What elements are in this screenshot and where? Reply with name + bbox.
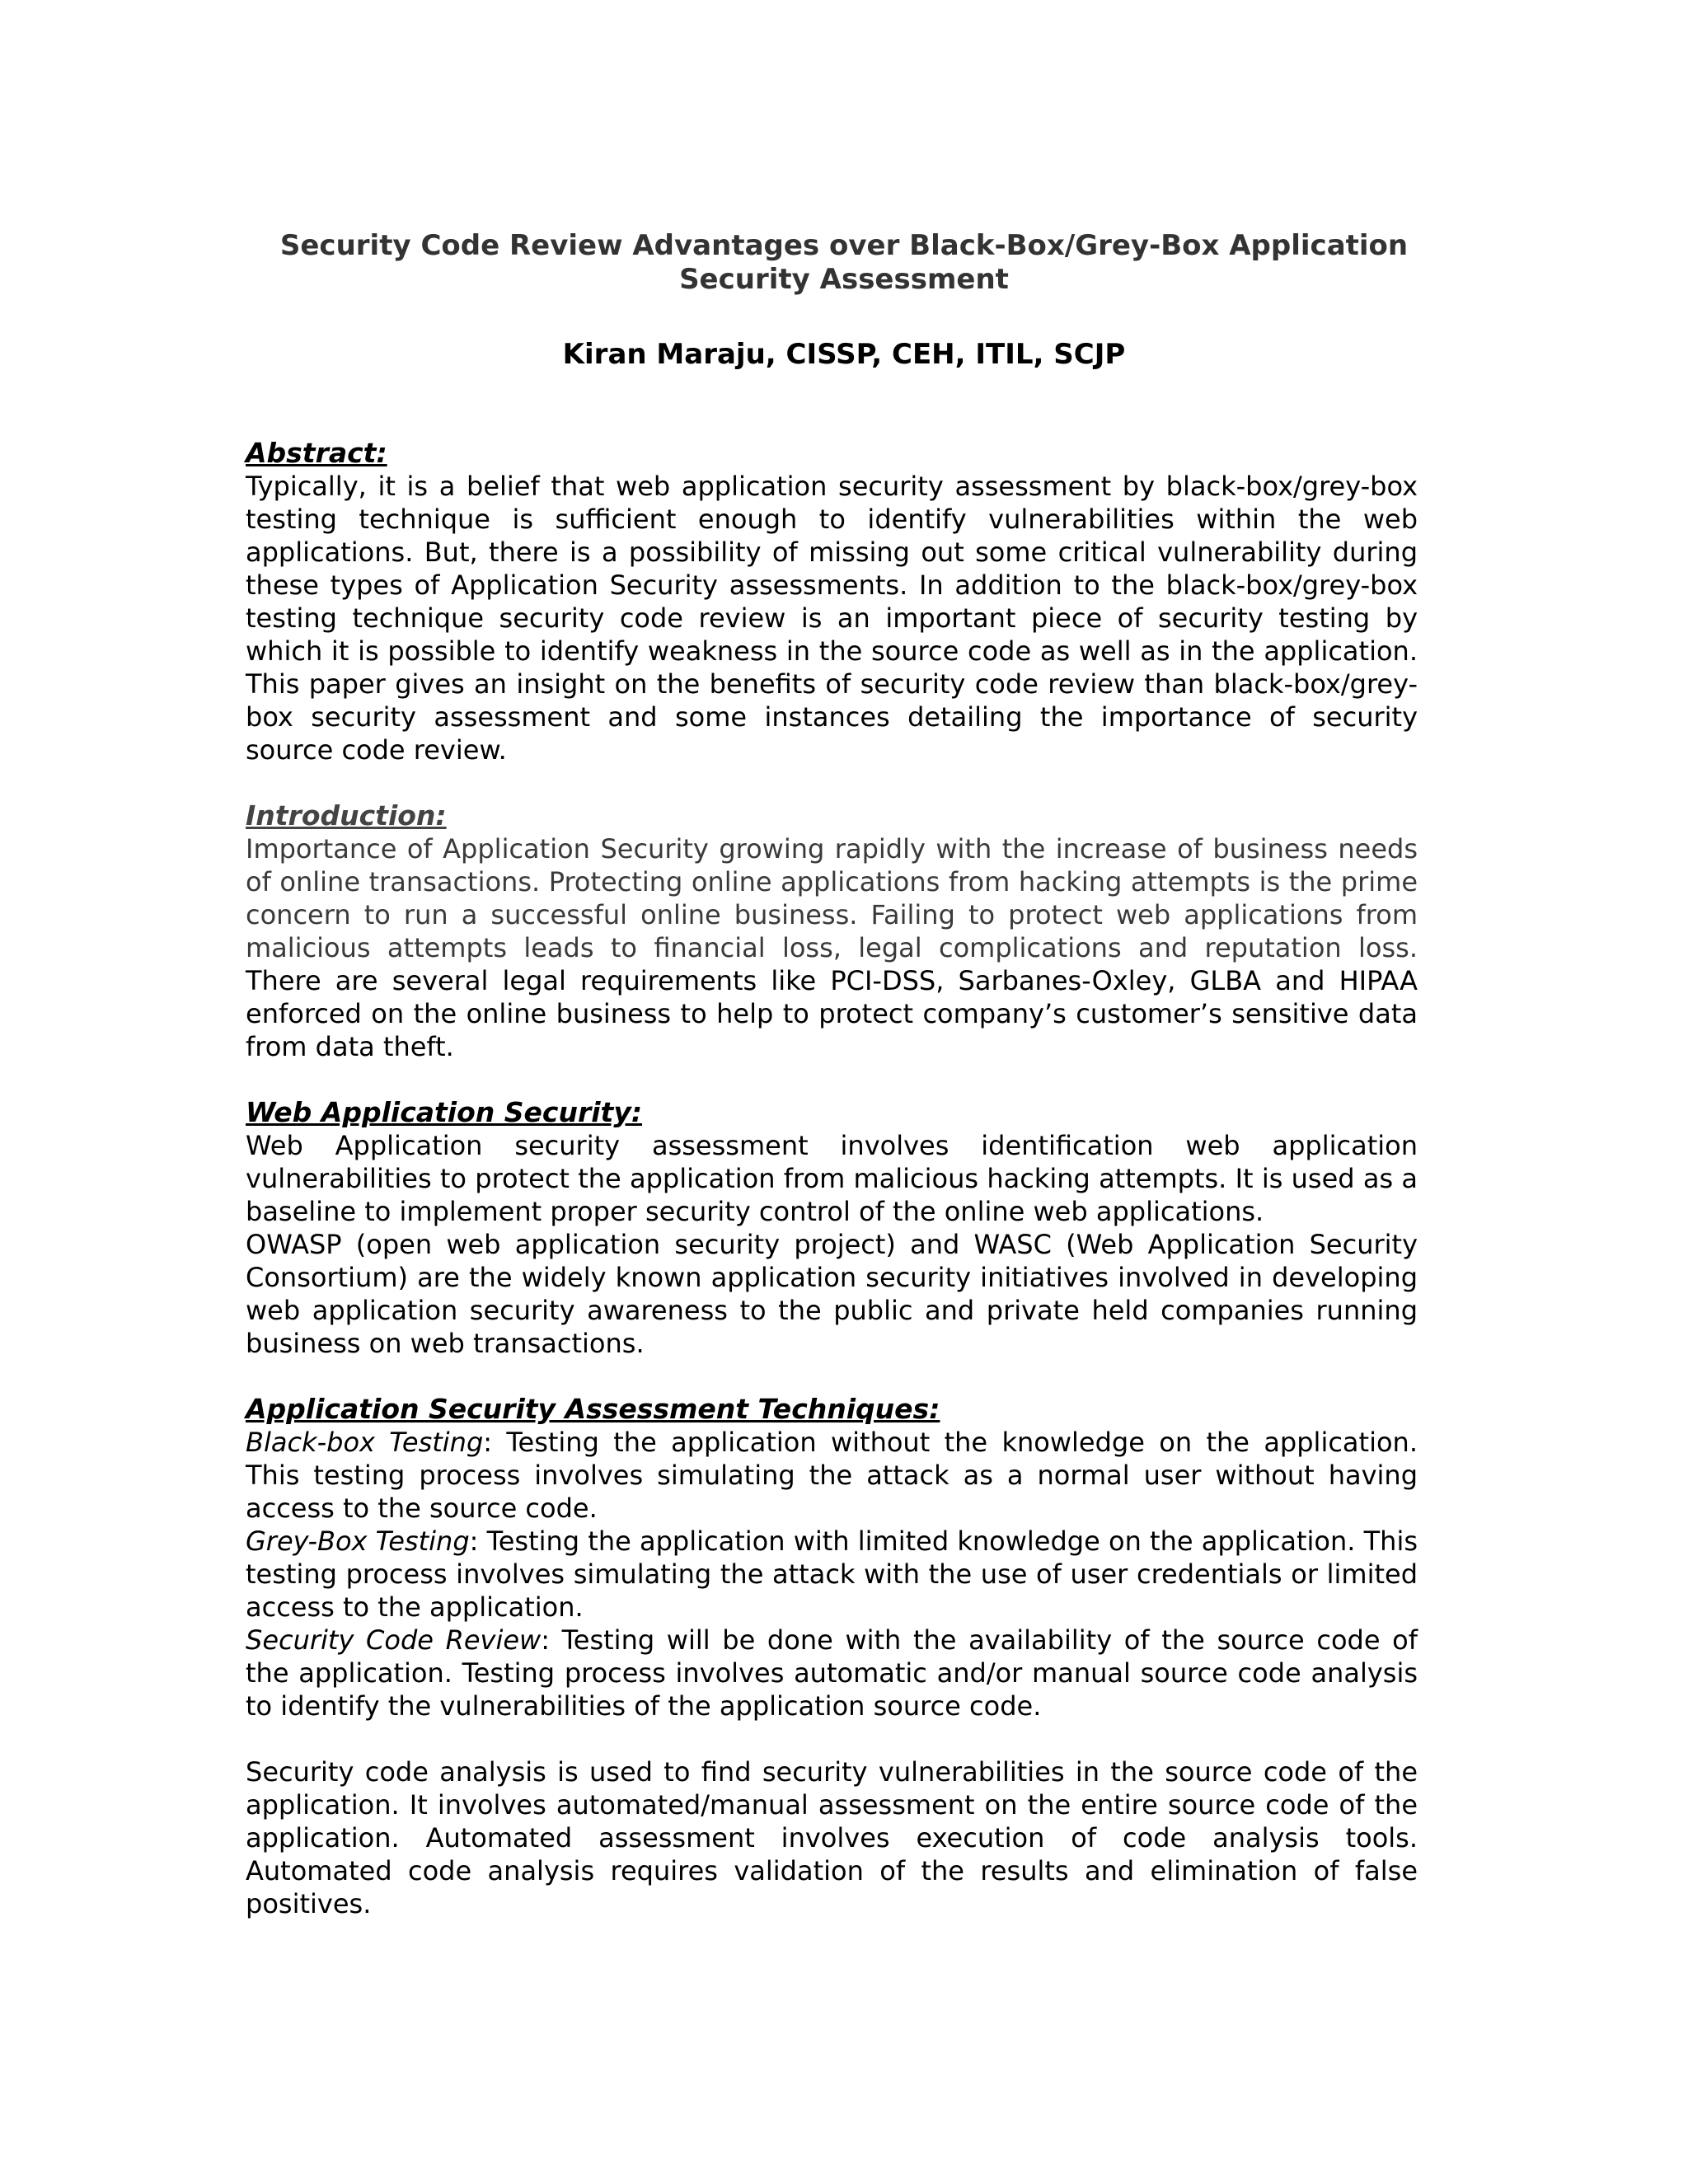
introduction-text-grey: Importance of Application Security growing rapidly with the increase of business needs of online transactions. Protecting online applications from hacking attempts is the prime concern to run a successful online business. Failing to protect web applications from malicious attempts leads to financial loss, legal complications and reputation loss. bbox=[246, 833, 1418, 963]
grey-box-text: : Testing the application with limited knowledge on the application. This testing process involves simulating the attack with the use of user credentials or limited access to the application. bbox=[246, 1526, 1418, 1623]
black-box-paragraph bbox=[246, 1426, 1418, 1525]
section-gap bbox=[246, 1360, 1418, 1393]
introduction-text-black: There are several legal requirements like PCI-DSS, Sarbanes-Oxley, GLBA and HIPAA enforced on the online business to help to protect company’s customer’s sensitive data from data theft. bbox=[246, 965, 1418, 1062]
grey-box-paragraph bbox=[246, 1525, 1418, 1624]
abstract-text: Typically, it is a belief that web application security assessment by black-box/grey-box testing technique is sufficient enough to identify vulnerabilities within the web applications. But, there is a possibility of missing out some critical vulnerability during these types of Application Security assessments. In addition to the black-box/grey-box testing technique security code review is an important piece of security testing by which it is possible to identify weakness in the source code as well as in the application. This paper gives an insight on the benefits of security code review than black-box/grey-box security assessment and some instances detailing the importance of security source code review. bbox=[246, 471, 1418, 766]
abstract-heading: Abstract: bbox=[246, 437, 387, 469]
code-review-text: : Testing will be done with the availability of the source code of the application. Testing process involves automatic and/or manual source code analysis to identify the vulnerabilities of the application source code. bbox=[246, 1624, 1418, 1722]
section-gap bbox=[246, 1722, 1418, 1755]
paper-body bbox=[246, 437, 1418, 1920]
section-gap bbox=[246, 1063, 1418, 1096]
introduction-heading: Introduction: bbox=[246, 799, 447, 832]
black-box-term: Black-box Testing bbox=[246, 1427, 484, 1458]
web-app-security-paragraph-2: OWASP (open web application security project) and WASC (Web Application Security Consortium) are the widely known application security initiatives involved in developing web application security awareness to the public and private held companies running business on web transactions. bbox=[246, 1229, 1418, 1359]
grey-box-term: Grey-Box Testing bbox=[246, 1526, 470, 1557]
code-review-paragraph bbox=[246, 1624, 1418, 1722]
black-box-text: : Testing the application without the knowledge on the application. This testing process involves simulating the attack as a normal user without having access to the source code. bbox=[246, 1427, 1418, 1524]
paper-title: Security Code Review Advantages over Black-Box/Grey-Box Application Security Assessment bbox=[279, 229, 1409, 296]
web-app-security-heading: Web Application Security: bbox=[246, 1096, 643, 1128]
code-review-term: Security Code Review bbox=[246, 1624, 542, 1656]
analysis-paragraph: Security code analysis is used to find security vulnerabilities in the source code of the application. It involves automated/manual assessment on the entire source code of the application. Automated assessment involves execution of code analysis tools. Automated code analysis requires validation of the results and elimination of false positives. bbox=[246, 1756, 1418, 1919]
section-gap bbox=[246, 766, 1418, 799]
paper-author: Kiran Maraju, CISSP, CEH, ITIL, SCJP bbox=[562, 338, 1126, 371]
techniques-heading: Application Security Assessment Techniques: bbox=[246, 1393, 940, 1425]
web-app-security-paragraph-1: Web Application security assessment involves identification web application vulnerabilities to protect the application from malicious hacking attempts. It is used as a baseline to implement proper security control of the online web applications. bbox=[246, 1130, 1418, 1227]
introduction-text bbox=[246, 832, 1418, 1063]
